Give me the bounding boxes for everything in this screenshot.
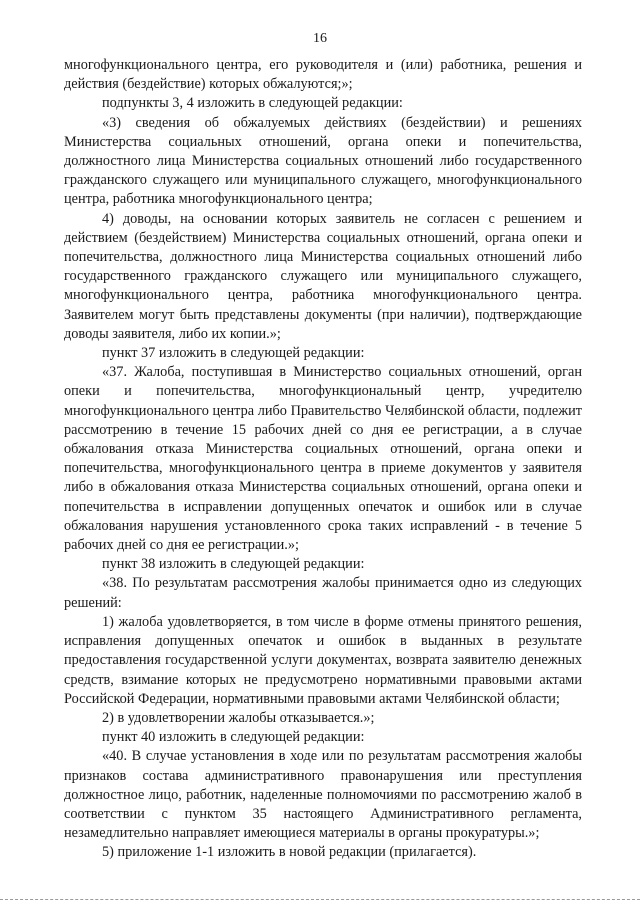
- paragraph-item-5: 5) приложение 1-1 изложить в новой редакции (прилагается).: [102, 844, 477, 861]
- body-text: [64, 56, 582, 863]
- paragraph-item-4: 4) доводы, на основании которых заявитель не согласен с решением и действием (бездействием) Министерства социальных отношений, органа опеки и попечительства, должностного лица Министерства социальных отношений либо государственного гражданского служащего или муниципального служащего, многофункционального центра, работника многофункционального центра. Заявителем могут быть представлены документы (при наличии), подтверждающие доводы заявителя, либо их копии.»;: [64, 210, 582, 342]
- paragraph-continuation: многофункционального центра, его руководителя и (или) работника, решения и действия (бездействие) которых обжалуются;»;: [64, 57, 582, 93]
- paragraph-instruction: пункт 38 изложить в следующей редакции:: [102, 556, 365, 573]
- paragraph-clause-40: «40. В случае установления в ходе или по результатам рассмотрения жалобы признаков состава административного правонарушения или преступления должностное лицо, работник, наделенные полномочиями по рассмотрению жалоб в соответствии с пунктом 35 настоящего Административного регламента, незамедлительно направляет имеющиеся материалы в органы прокуратуры.»;: [64, 748, 582, 842]
- paragraph-instruction: подпункты 3, 4 изложить в следующей редакции:: [102, 95, 403, 112]
- bottom-scan-line: [0, 899, 640, 900]
- paragraph-item-3: «3) сведения об обжалуемых действиях (бездействии) и решениях Министерства социальных отношений, органа опеки и попечительства, должностного лица Министерства социальных отношений либо государственного гражданского служащего или муниципального служащего, многофункционального центра, работника многофункционального центра;: [64, 114, 582, 208]
- paragraph-decision-2: 2) в удовлетворении жалобы отказывается.»;: [102, 709, 375, 726]
- paragraph-clause-38: «38. По результатам рассмотрения жалобы принимается одно из следующих решений:: [64, 575, 582, 611]
- paragraph-instruction: пункт 40 изложить в следующей редакции:: [102, 729, 365, 746]
- paragraph-clause-37: «37. Жалоба, поступившая в Министерство социальных отношений, орган опеки и попечительства, многофункциональный центр, учредителю многофункционального центра либо Правительство Челябинской области, подлежит рассмотрению в течение 15 рабочих дней со дня ее регистрации, а в случае обжалования отказа Министерства социальных отношений, органа опеки и попечительства, многофункционального центра в приеме документов у заявителя либо в обжалования отказа Министерства социальных отношений, органа опеки и попечительства в исправлении допущенных опечаток и ошибок или в случае обжалования нарушения установленного срока таких исправлений - в течение 5 рабочих дней со дня ее регистрации.»;: [64, 364, 582, 554]
- paragraph-instruction: пункт 37 изложить в следующей редакции:: [102, 345, 365, 362]
- page-number: 16: [313, 31, 327, 46]
- paragraph-decision-1: 1) жалоба удовлетворяется, в том числе в форме отмены принятого решения, исправления допущенных опечаток и ошибок в выданных в результате предоставления государственной услуги документах, возврата заявителю денежных средств, взимание которых не предусмотрено нормативными правовыми актами Российской Федерации, нормативными правовыми актами Челябинской области;: [64, 613, 582, 707]
